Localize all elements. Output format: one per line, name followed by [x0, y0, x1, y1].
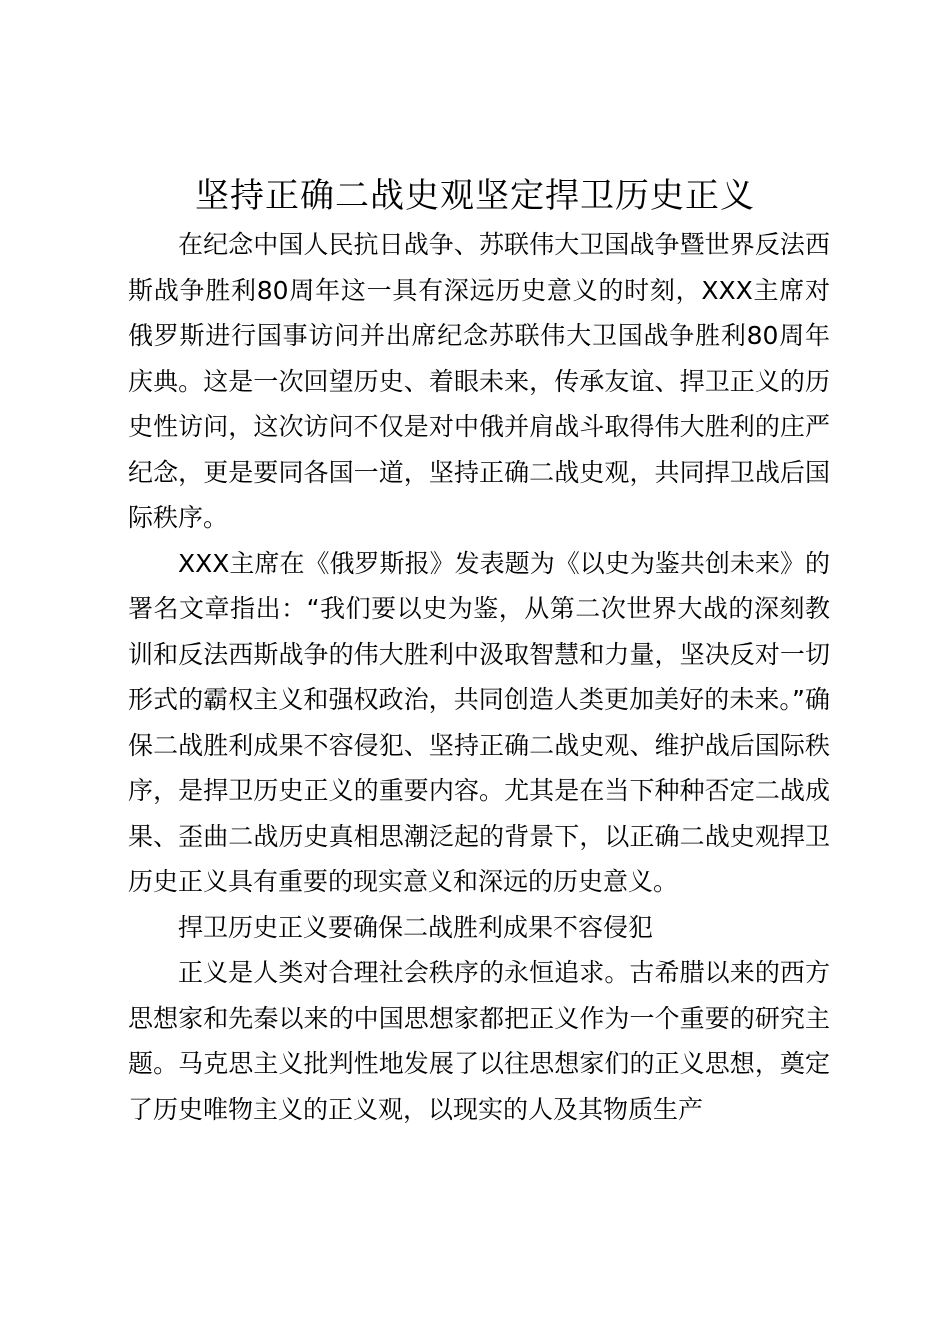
document-body: [128, 222, 830, 1132]
paragraph-3: 正义是人类对合理社会秩序的永恒追求。古希腊以来的西方思想家和先秦以来的中国思想家都把正义作为一个重要的研究主题。马克思主义批判性地发展了以往思想家们的正义思想，奠定了历史唯物主义的正义观，以现实的人及其物质生产: [128, 958, 830, 1124]
paragraph-1: 在纪念中国人民抗日战争、苏联伟大卫国战争暨世界反法西斯战争胜利80周年这一具有深远历史意义的时刻，XXX主席对俄罗斯进行国事访问并出席纪念苏联伟大卫国战争胜利80周年庆典。这是一次回望历史、着眼未来，传承友谊、捍卫正义的历史性访问，这次访问不仅是对中俄并肩战斗取得伟大胜利的庄严纪念，更是要同各国一道，坚持正确二战史观，共同捍卫战后国际秩序。: [128, 230, 830, 532]
section-heading: 捍卫历史正义要确保二战胜利成果不容侵犯: [178, 912, 654, 942]
document-title: 坚持正确二战史观坚定捍卫历史正义: [195, 176, 755, 216]
paragraph-2: XXX主席在《俄罗斯报》发表题为《以史为鉴共创未来》的署名文章指出：“我们要以史为鉴，从第二次世界大战的深刻教训和反法西斯战争的伟大胜利中汲取智慧和力量，坚决反对一切形式的霸权主义和强权政治，共同创造人类更加美好的未来。”确保二战胜利成果不容侵犯、坚持正确二战史观、维护战后国际秩序，是捍卫历史正义的重要内容。尤其是在当下种种否定二战成果、歪曲二战历史真相思潮泛起的背景下，以正确二战史观捍卫历史正义具有重要的现实意义和深远的历史意义。: [128, 548, 830, 896]
